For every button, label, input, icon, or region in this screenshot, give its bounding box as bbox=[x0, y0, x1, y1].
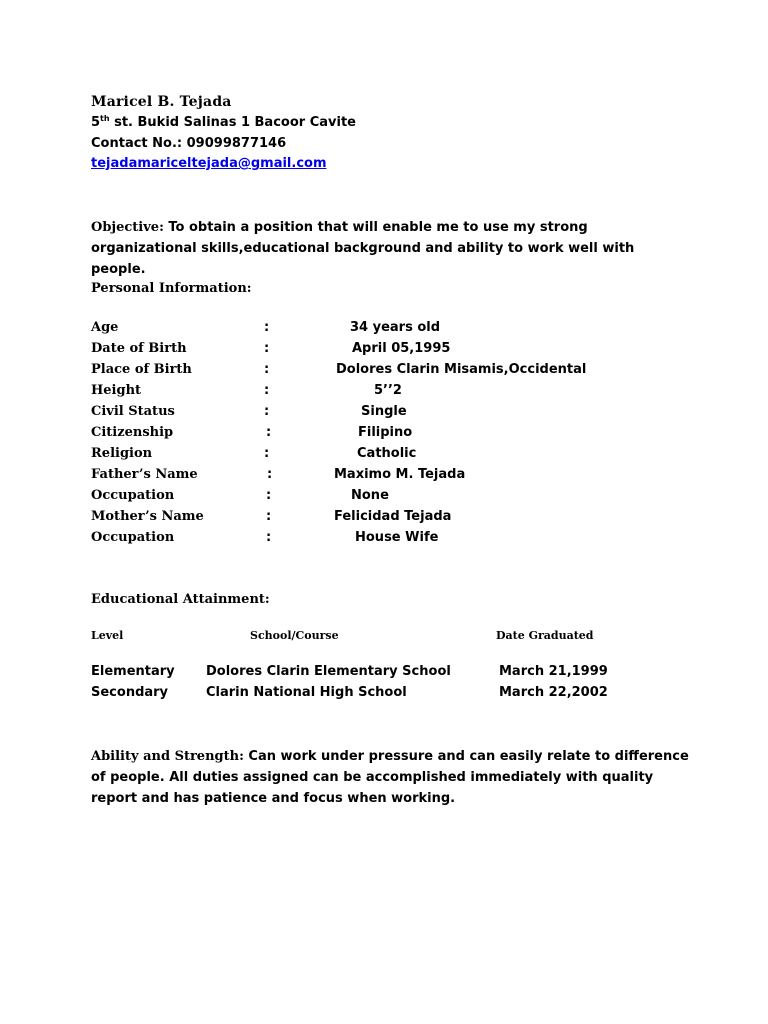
info-value: 5’’2 bbox=[374, 383, 402, 398]
info-value: 34 years old bbox=[350, 320, 441, 335]
education-date: March 22,2002 bbox=[499, 685, 608, 700]
info-value: None bbox=[351, 488, 389, 503]
info-row-age bbox=[91, 320, 691, 340]
objective-text: To obtain a position that will enable me to use my strong organizational skills,educational background and ability to work well with people. bbox=[91, 220, 635, 277]
info-colon: : bbox=[267, 467, 273, 482]
info-label: Place of Birth bbox=[91, 362, 192, 377]
info-label: Occupation bbox=[91, 488, 175, 503]
info-colon: : bbox=[266, 509, 272, 524]
info-label: Citizenship bbox=[91, 425, 174, 440]
address-ordinal: th bbox=[100, 114, 110, 123]
education-header-date: Date Graduated bbox=[496, 629, 594, 642]
info-row-fathers-name bbox=[91, 467, 691, 487]
education-date: March 21,1999 bbox=[499, 664, 608, 679]
info-row-citizenship bbox=[91, 425, 691, 445]
info-label: Religion bbox=[91, 446, 153, 461]
education-header-level: Level bbox=[91, 629, 124, 642]
info-value: Catholic bbox=[357, 446, 417, 461]
education-title: Educational Attainment: bbox=[91, 592, 270, 607]
education-header-school: School/Course bbox=[250, 629, 339, 642]
info-colon: : bbox=[266, 488, 272, 503]
email-line bbox=[91, 156, 327, 171]
address-number: 5 bbox=[91, 115, 101, 130]
info-colon: : bbox=[264, 446, 270, 461]
info-row-height bbox=[91, 383, 691, 403]
address-street: st. Bukid Salinas 1 Bacoor Cavite bbox=[109, 115, 356, 130]
education-school: Dolores Clarin Elementary School bbox=[206, 664, 451, 679]
info-label: Height bbox=[91, 383, 142, 398]
info-value: House Wife bbox=[355, 530, 439, 545]
info-colon: : bbox=[264, 383, 270, 398]
objective-section bbox=[91, 217, 691, 280]
info-label: Mother’s Name bbox=[91, 509, 204, 524]
info-colon: : bbox=[264, 362, 270, 377]
info-colon: : bbox=[266, 530, 272, 545]
info-row-civil-status bbox=[91, 404, 691, 424]
info-label: Father’s Name bbox=[91, 467, 198, 482]
ability-label: Ability and Strength: bbox=[91, 749, 244, 764]
info-row-mothers-name bbox=[91, 509, 691, 529]
info-colon: : bbox=[264, 404, 270, 419]
info-value: Filipino bbox=[358, 425, 413, 440]
info-value: April 05,1995 bbox=[352, 341, 451, 356]
education-school: Clarin National High School bbox=[206, 685, 407, 700]
info-label: Age bbox=[91, 320, 119, 335]
education-level: Secondary bbox=[91, 685, 169, 700]
ability-text: Can work under pressure and can easily relate to difference of people. All duties assigned can be accomplished immediately with quality report and has patience and focus when working. bbox=[91, 749, 689, 806]
personal-info-title: Personal Information: bbox=[91, 281, 252, 296]
info-row-date-of-birth bbox=[91, 341, 691, 361]
education-level: Elementary bbox=[91, 664, 175, 679]
ability-section bbox=[91, 746, 691, 809]
info-label: Occupation bbox=[91, 530, 175, 545]
info-value: Maximo M. Tejada bbox=[334, 467, 466, 482]
info-row-father-occupation bbox=[91, 488, 691, 508]
info-value: Felicidad Tejada bbox=[334, 509, 452, 524]
info-row-religion bbox=[91, 446, 691, 466]
info-value: Single bbox=[361, 404, 407, 419]
contact-number: Contact No.: 09099877146 bbox=[91, 136, 287, 151]
info-label: Date of Birth bbox=[91, 341, 187, 356]
info-row-mother-occupation bbox=[91, 530, 691, 550]
info-colon: : bbox=[266, 425, 272, 440]
address-line bbox=[91, 115, 356, 130]
education-row-secondary bbox=[91, 685, 691, 705]
email-link[interactable]: tejadamariceltejada@gmail.com bbox=[91, 156, 327, 171]
info-colon: : bbox=[264, 341, 270, 356]
info-value: Dolores Clarin Misamis,Occidental bbox=[336, 362, 587, 377]
info-row-place-of-birth bbox=[91, 362, 691, 382]
applicant-name: Maricel B. Tejada bbox=[91, 94, 232, 110]
objective-label: Objective: bbox=[91, 220, 164, 235]
info-label: Civil Status bbox=[91, 404, 175, 419]
education-row-elementary bbox=[91, 664, 691, 684]
info-colon: : bbox=[264, 320, 270, 335]
